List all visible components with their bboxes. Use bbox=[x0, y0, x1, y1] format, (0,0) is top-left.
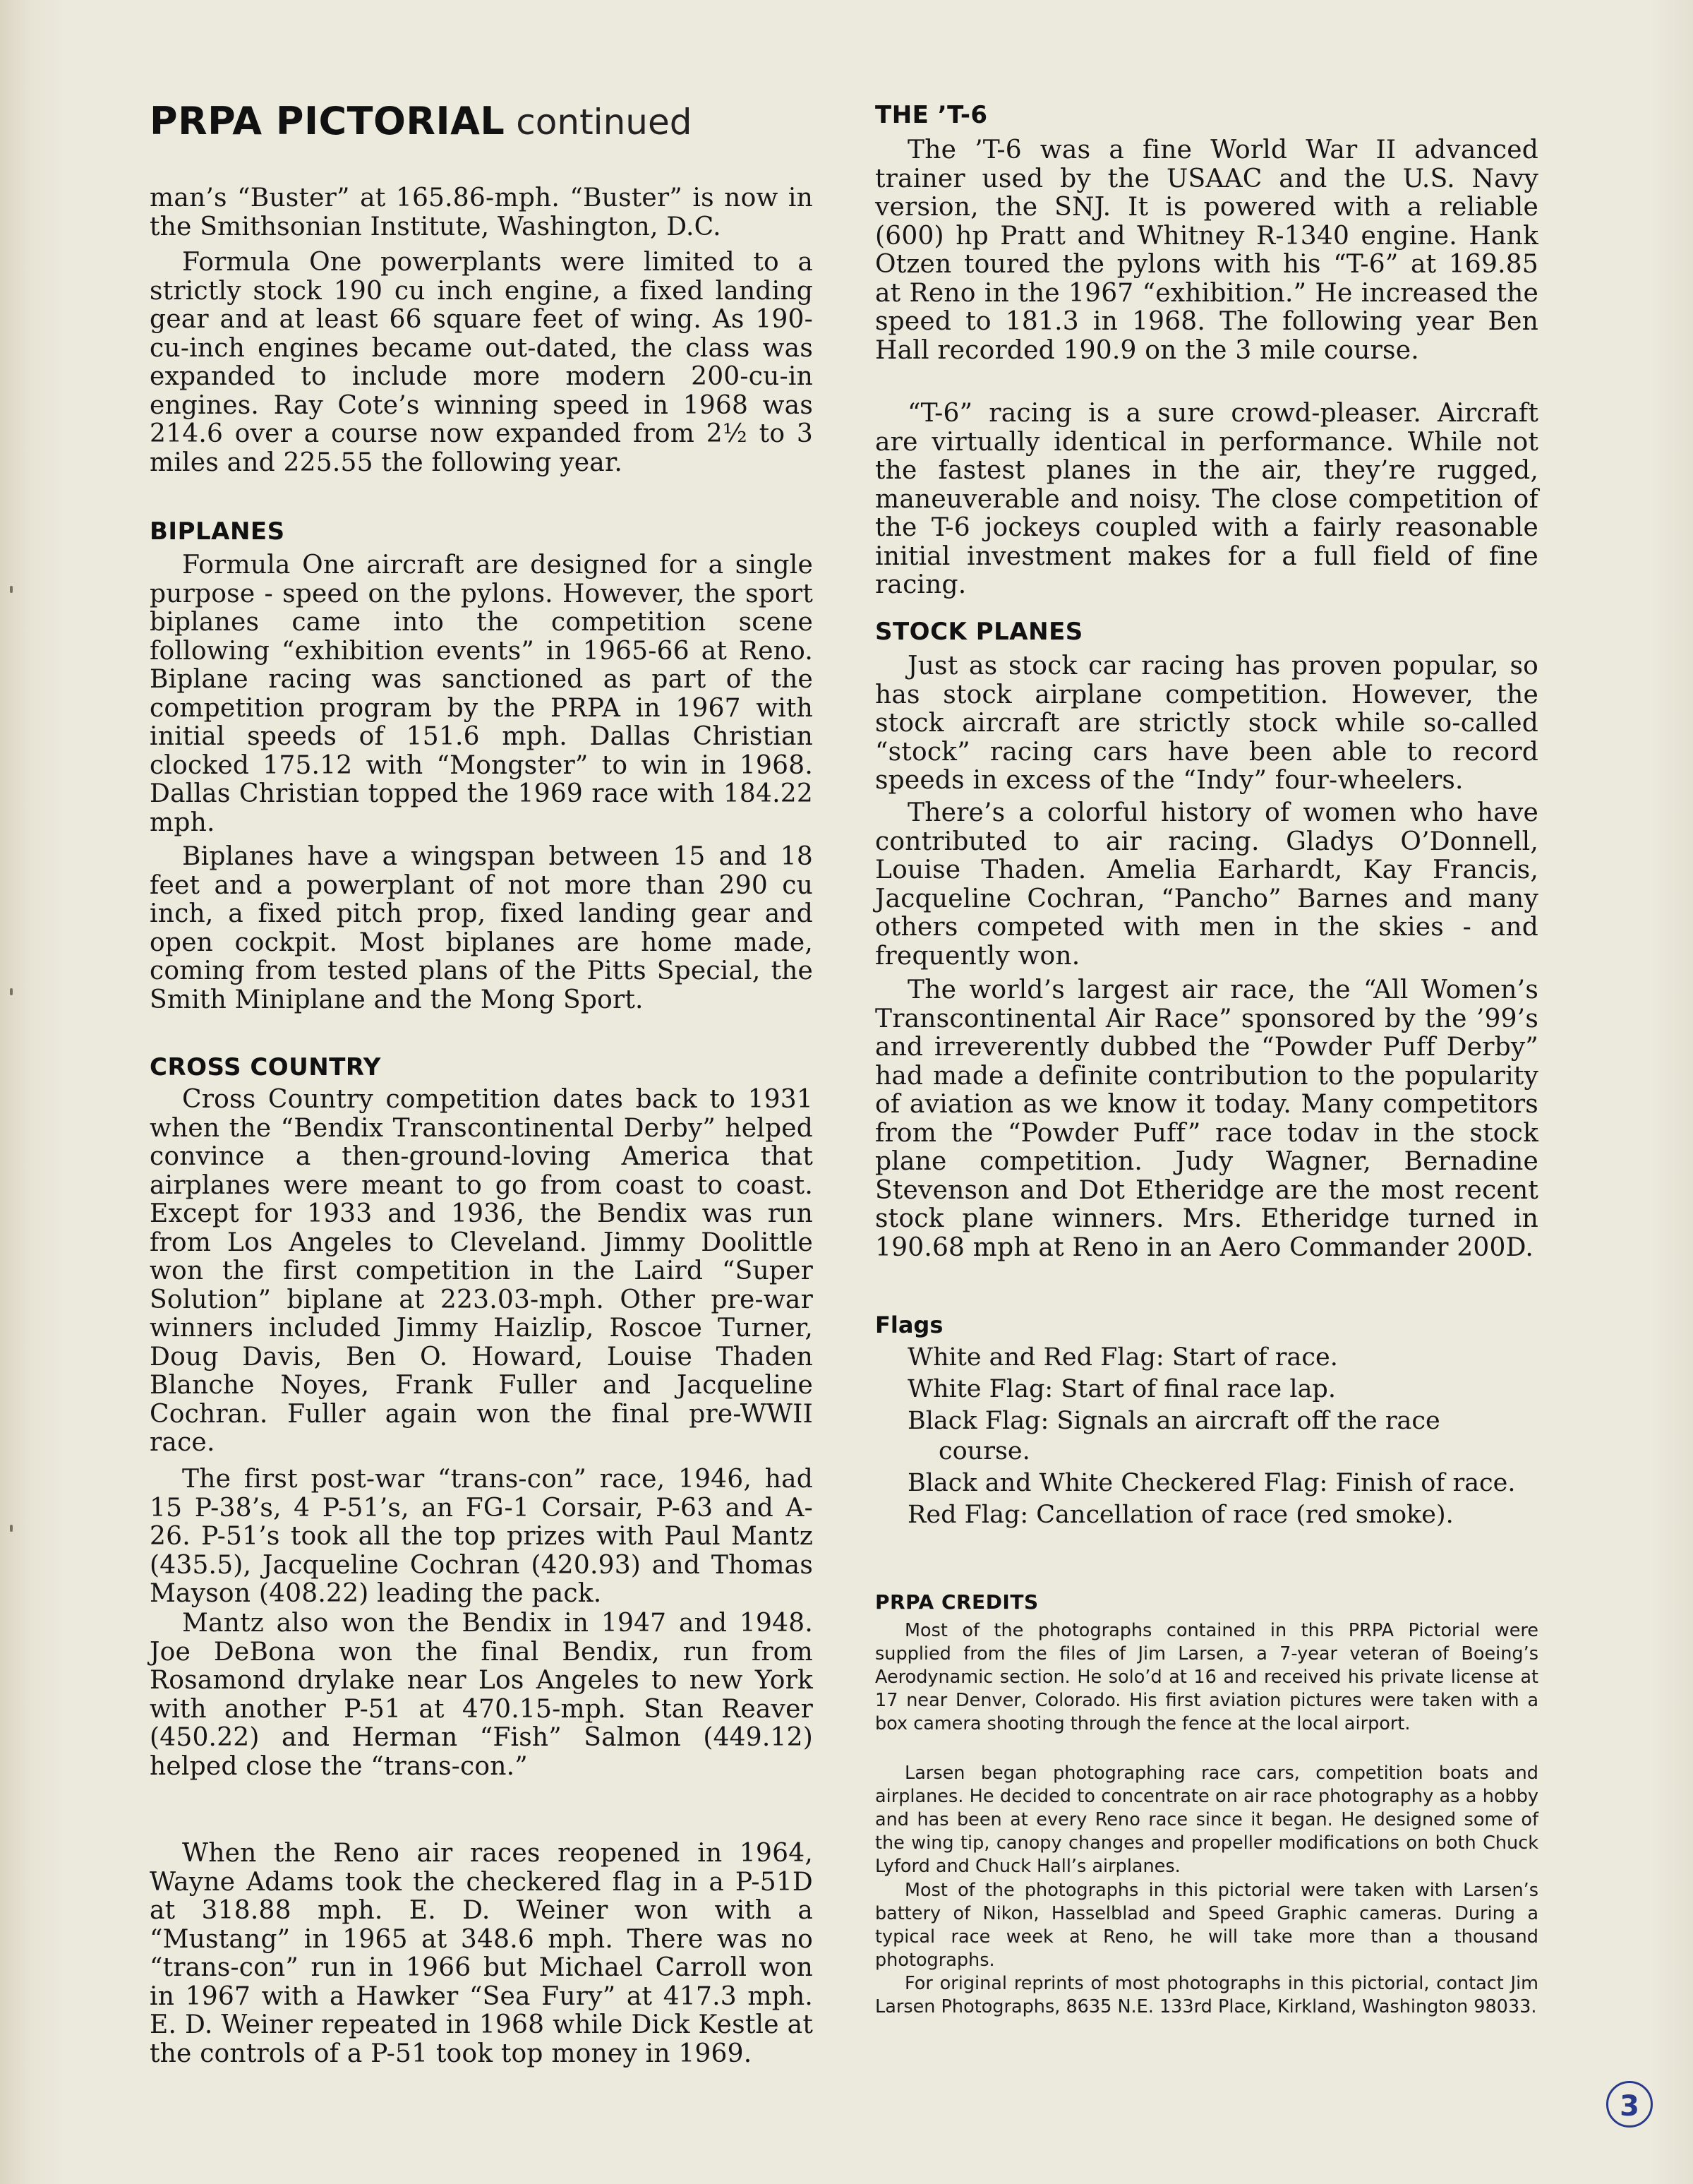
header-title-continued: continued bbox=[516, 102, 692, 143]
t6-paragraph: The ’T-6 was a fine World War II advanced trainer used by the USAAC and the U.S. Navy version, the SNJ. It is powered with a reliable (600) hp Pratt and Whitney R-1340 engine. Hank Otzen toured the pylons with his “T-6” at 169.85 at Reno in the 1967 “exhibition.” He increased the speed to 181.3 in 1968. The following year Ben Hall recorded 190.9 on the 3 mile course. bbox=[875, 136, 1538, 365]
page-number: 3 bbox=[1606, 2081, 1653, 2128]
cross-country-paragraph: Mantz also won the Bendix in 1947 and 1948. Joe DeBona won the final Bendix, run from Rosamond drylake near Los Angeles to new York with another P-51 at 470.15-mph. Stan Reaver (450.22) and Herman “Fish” Salmon (449.12) helped close the “trans-con.” bbox=[150, 1609, 813, 1781]
flag-item: Black Flag: Signals an aircraft off the race course. bbox=[908, 1407, 1440, 1465]
cross-country-paragraph: When the Reno air races reopened in 1964, Wayne Adams took the checkered flag in a P-51D at 318.88 mph. E. D. Weiner won with a “Mustang” in 1965 at 348.6 mph. There was no “trans-con” run in 1966 but Michael Carroll won in 1967 with a Hawker “Sea Fury” at 417.3 mph. E. D. Weiner repeated in 1968 while Dick Kestle at the controls of a P-51 took top money in 1969. bbox=[150, 1839, 813, 2068]
credits-paragraph: For original reprints of most photographs in this pictorial, contact Jim Larsen Photographs, 8635 N.E. 133rd Place, Kirkland, Washington 98033. bbox=[875, 1973, 1538, 2017]
biplanes-paragraph: Biplanes have a wingspan between 15 and 18 feet and a powerplant of not more than 290 cu inch, a fixed pitch prop, fixed landing gear and open cockpit. Most biplanes are home made, coming from tested plans of the Pitts Special, the Smith Miniplane and the Mong Sport. bbox=[150, 842, 813, 1014]
stock-planes-heading: STOCK PLANES bbox=[875, 618, 1083, 646]
flags-heading: Flags bbox=[875, 1312, 944, 1338]
intro-paragraph: Formula One powerplants were limited to a strictly stock 190 cu inch engine, a fixed landing gear and at least 66 square feet of wing. As 190-cu-inch engines became out-dated, the class was expanded to include more modern 200-cu-in engines. Ray Cote’s winning speed in 1968 was 214.6 over a course now expanded from 2½ to 3 miles and 225.55 the following year. bbox=[150, 248, 813, 477]
flags-list bbox=[875, 1343, 1538, 1532]
binding-mark bbox=[10, 1525, 13, 1532]
binding-mark bbox=[10, 586, 13, 593]
cross-country-paragraph: The first post-war “trans-con” race, 1946, had 15 P-38’s, 4 P-51’s, an FG-1 Corsair, P-63 and A-26. P-51’s took all the top prizes with Paul Mantz (435.5), Jacqueline Cochran (420.93) and Thomas Mayson (408.22) leading the pack. bbox=[150, 1465, 813, 1608]
page-header bbox=[150, 99, 692, 143]
header-title-bold: PRPA PICTORIAL bbox=[150, 99, 505, 143]
flag-item: Black and White Checkered Flag: Finish of race. bbox=[908, 1469, 1516, 1497]
biplanes-heading: BIPLANES bbox=[150, 517, 285, 546]
biplanes-paragraph: Formula One aircraft are designed for a single purpose - speed on the pylons. However, the sport biplanes came into the competition scene following “exhibition events” in 1965-66 at Reno. Biplane racing was sanctioned as part of the competition program by the PRPA in 1967 with initial speeds of 151.6 mph. Dallas Christian clocked 175.12 with “Mongster” to win in 1968. Dallas Christian topped the 1969 race with 184.22 mph. bbox=[150, 551, 813, 837]
credits-paragraph: Most of the photographs in this pictorial were taken with Larsen’s battery of Nikon, Hasselblad and Speed Graphic cameras. During a typical race week at Reno, he will take more than a thousand photographs. bbox=[875, 1880, 1538, 1971]
flag-item: White and Red Flag: Start of race. bbox=[908, 1343, 1338, 1372]
intro-paragraph: man’s “Buster” at 165.86-mph. “Buster” is now in the Smithsonian Institute, Washington, D.C. bbox=[150, 184, 813, 241]
credits-paragraph: Larsen began photographing race cars, competition boats and airplanes. He decided to concentrate on air race photography as a hobby and has been at every Reno race since it began. He designed some of the wing tip, canopy changes and propeller modifications on both Chuck Lyford and Chuck Hall’s airplanes. bbox=[875, 1763, 1538, 1877]
t6-heading: THE ’T-6 bbox=[875, 101, 988, 129]
credits-heading: PRPA CREDITS bbox=[875, 1590, 1039, 1614]
binding-mark bbox=[10, 988, 13, 995]
cross-country-heading: CROSS COUNTRY bbox=[150, 1053, 381, 1081]
credits-paragraph: Most of the photographs contained in this PRPA Pictorial were supplied from the files of Jim Larsen, a 7-year veteran of Boeing’s Aerodynamic section. He solo’d at 16 and received his private license at 17 near Denver, Colorado. His first aviation pictures were taken with a box camera shooting through the fence at the local airport. bbox=[875, 1620, 1538, 1734]
flag-item: White Flag: Start of final race lap. bbox=[908, 1375, 1336, 1403]
stock-planes-paragraph: There’s a colorful history of women who have contributed to air racing. Gladys O’Donnell, Louise Thaden. Amelia Earhardt, Kay Francis, Jacqueline Cochran, “Pancho” Barnes and many others competed with men in the skies - and frequently won. bbox=[875, 798, 1538, 971]
t6-paragraph: “T-6” racing is a sure crowd-pleaser. Aircraft are virtually identical in performance. While not the fastest planes in the air, they’re rugged, maneuverable and noisy. The close competition of the T-6 jockeys coupled with a fairly reasonable initial investment makes for a full field of fine racing. bbox=[875, 399, 1538, 599]
stock-planes-paragraph: Just as stock car racing has proven popular, so has stock airplane competition. However, the stock aircraft are strictly stock while so-called “stock” racing cars have been able to record speeds in excess of the “Indy” four-wheelers. bbox=[875, 652, 1538, 795]
stock-planes-paragraph: The world’s largest air race, the “All Women’s Transcontinental Air Race” sponsored by the ’99’s and irreverently dubbed the “Powder Puff Derby” had made a definite contribution to the popularity of aviation as we know it today. Many competitors from the “Powder Puff” race todav in the stock plane competition. Judy Wagner, Bernadine Stevenson and Dot Etheridge are the most recent stock plane winners. Mrs. Etheridge turned in 190.68 mph at Reno in an Aero Commander 200D. bbox=[875, 976, 1538, 1262]
flag-item: Red Flag: Cancellation of race (red smoke). bbox=[908, 1501, 1454, 1529]
cross-country-paragraph: Cross Country competition dates back to 1931 when the “Bendix Transcontinental Derby” helped convince a then-ground-loving America that airplanes were meant to go from coast to coast. Except for 1933 and 1936, the Bendix was run from Los Angeles to Cleveland. Jimmy Doolittle won the first competition in the Laird “Super Solution” biplane at 223.03-mph. Other pre-war winners included Jimmy Haizlip, Roscoe Turner, Doug Davis, Ben O. Howard, Louise Thaden Blanche Noyes, Frank Fuller and Jacqueline Cochran. Fuller again won the final pre-WWII race. bbox=[150, 1085, 813, 1457]
